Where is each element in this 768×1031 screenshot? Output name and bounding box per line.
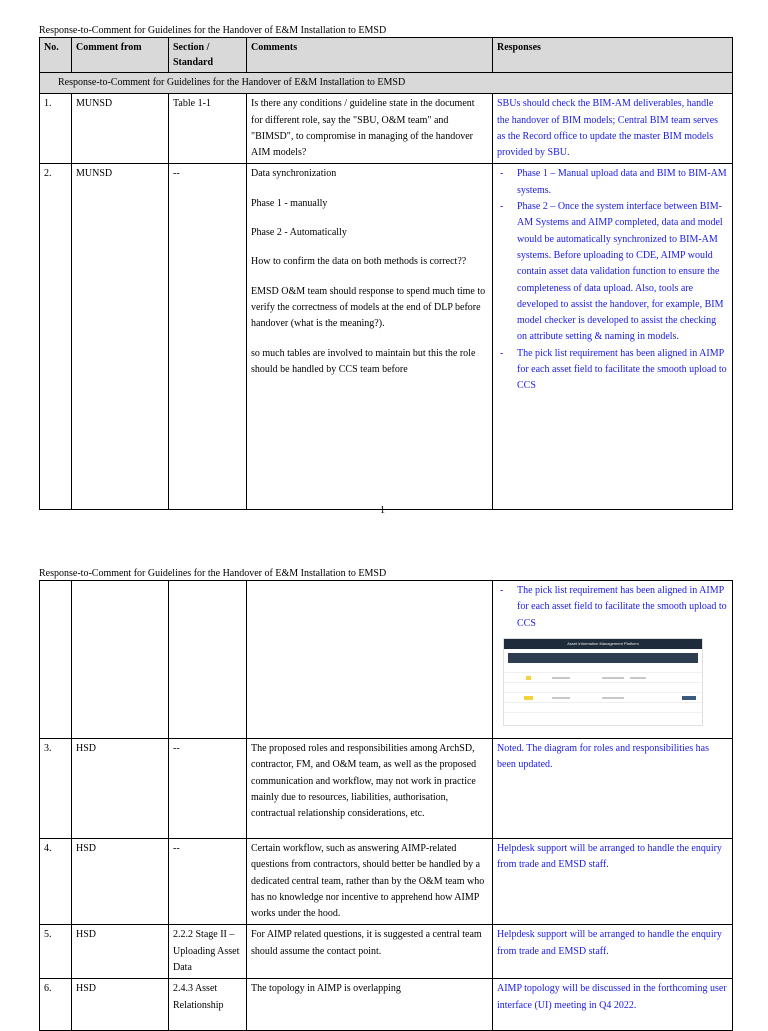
table-row (40, 925, 733, 979)
page-number: 1 (380, 505, 385, 516)
header-responses: Responses (493, 38, 733, 73)
table-row (40, 839, 733, 925)
table-header-row (40, 38, 733, 73)
row-response: SBUs should check the BIM-AM deliverables, handle the handover of BIM models; Central BIM team serves as the Record office to update the master BIM models provided by SBU. (493, 94, 733, 164)
row-section: -- (169, 839, 247, 925)
row-from: MUNSD (72, 94, 169, 164)
row-no: 6. (40, 979, 72, 1031)
response-table-continued (39, 580, 733, 1031)
response-list (497, 166, 728, 394)
row-comment: The proposed roles and responsibilities among ArchSD, contractor, FM, and O&M team, as well as the proposed communication and workflow, may not work in practice mainly due to resources, liabilities, authorisation, contractual relationship considerations, etc. (247, 739, 493, 839)
row-no: 5. (40, 925, 72, 979)
header-comments: Comments (247, 38, 493, 73)
comment-paragraph: Data synchronization (251, 168, 337, 180)
row-section: -- (169, 164, 247, 510)
row-no: 4. (40, 839, 72, 925)
row-response: Helpdesk support will be arranged to handle the enquiry from trade and EMSD staff. (493, 839, 733, 925)
table-row (40, 94, 733, 164)
row-response: Helpdesk support will be arranged to handle the enquiry from trade and EMSD staff. (493, 925, 733, 979)
response-item: - Phase 1 – Manual upload data and BIM to BIM-AM systems. (497, 166, 728, 199)
table-row (40, 739, 733, 839)
screenshot-title: Asset Information Management Platform (504, 639, 702, 649)
comment-paragraph: EMSD O&M team should response to spend much time to verify the correctness of models at the end of DLP before handover (what is the meaning?). (251, 285, 486, 330)
comment-paragraph: Phase 2 - Automatically (251, 227, 347, 239)
table-row (40, 581, 733, 739)
row-from: HSD (72, 839, 169, 925)
table-row (40, 164, 733, 510)
row-no: 2. (40, 164, 72, 510)
row-response: Noted. The diagram for roles and responsibilities has been updated. (493, 739, 733, 839)
comment-paragraph: so much tables are involved to maintain but this the role should be handled by CCS team before (251, 347, 476, 375)
response-list (497, 583, 728, 632)
row-response (493, 581, 733, 739)
header-no: No. (40, 38, 72, 73)
section-title: Response-to-Comment for Guidelines for the Handover of E&M Installation to EMSD (40, 73, 733, 94)
row-section: 2.4.3 Asset Relationship (169, 979, 247, 1031)
page-title: Response-to-Comment for Guidelines for the Handover of E&M Installation to EMSD (39, 568, 387, 579)
row-from: HSD (72, 739, 169, 839)
section-row (40, 73, 733, 94)
row-section: 2.2.2 Stage II – Uploading Asset Data (169, 925, 247, 979)
row-response: AIMP topology will be discussed in the forthcoming user interface (UI) meeting in Q4 2022. (493, 979, 733, 1031)
header-section: Section / Standard (169, 38, 247, 73)
response-table (39, 37, 733, 510)
row-comment: Certain workflow, such as answering AIMP-related questions from contractors, should better be handled by a dedicated central team, rather than by the O&M team who has no knowledge nor incentive to apprehend how AIMP works under the hood. (247, 839, 493, 925)
comment-paragraph: How to confirm the data on both methods is correct?? (251, 256, 467, 268)
row-comment: For AIMP related questions, it is suggested a central team should assume the contact point. (247, 925, 493, 979)
header-comment-from: Comment from (72, 38, 169, 73)
row-no: 1. (40, 94, 72, 164)
row-from: HSD (72, 979, 169, 1031)
table-row (40, 979, 733, 1031)
response-item: - Phase 2 – Once the system interface between BIM-AM Systems and AIMP completed, data and model would be automatically synchronized to BIM-AM systems. Before uploading to CDE, AIMP would contain asset data validation function to ensure the completeness of data upload. Also, tools are developed to assist the handover, for example, BIM model checker is developed to assist the checking on attribute setting & naming in models. (497, 199, 728, 346)
row-section: -- (169, 739, 247, 839)
row-response (493, 164, 733, 510)
row-from: HSD (72, 925, 169, 979)
aimp-screenshot-image (503, 638, 703, 726)
row-section: Table 1-1 (169, 94, 247, 164)
row-comment: Is there any conditions / guideline state in the document for different role, say the "SBU, O&M team" and "BIMSD", to compromise in managing of the handover AIM models? (247, 94, 493, 164)
comment-paragraph: Phase 1 - manually (251, 197, 328, 209)
row-comment (247, 164, 493, 510)
response-item: - The pick list requirement has been aligned in AIMP for each asset field to facilitate the smooth upload to CCS (497, 583, 728, 632)
row-comment: The topology in AIMP is overlapping (247, 979, 493, 1031)
response-item: - The pick list requirement has been aligned in AIMP for each asset field to facilitate the smooth upload to CCS (497, 346, 728, 395)
row-from: MUNSD (72, 164, 169, 510)
row-no: 3. (40, 739, 72, 839)
page-title: Response-to-Comment for Guidelines for the Handover of E&M Installation to EMSD (39, 25, 387, 36)
